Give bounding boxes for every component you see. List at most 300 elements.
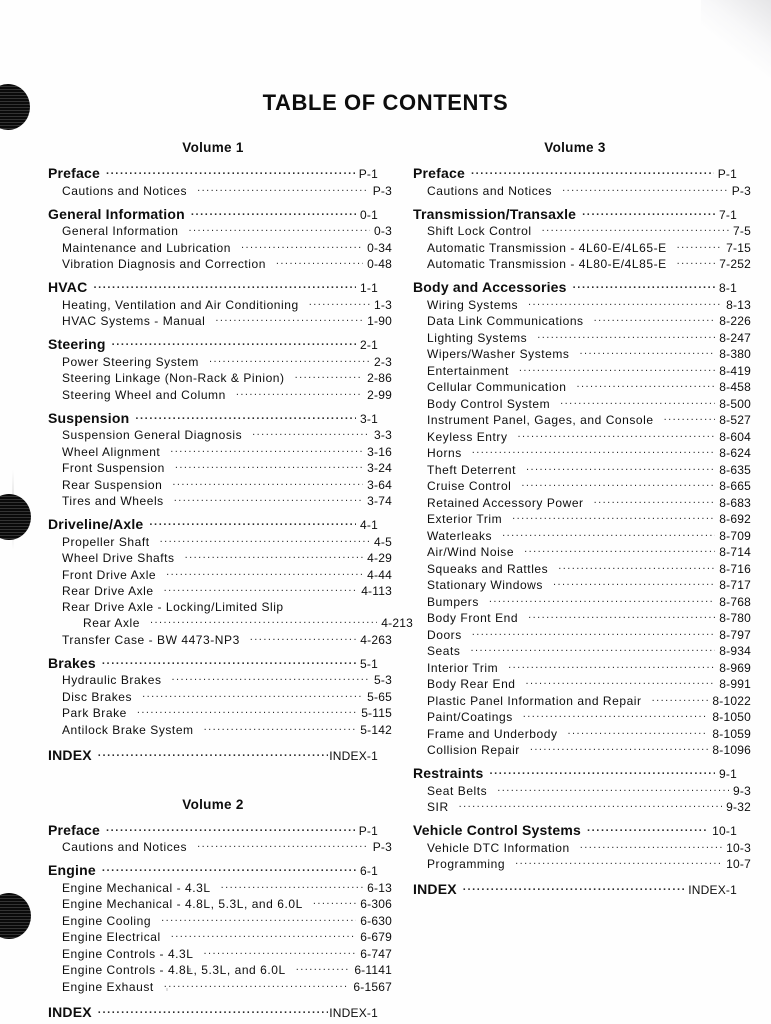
toc-entry-label: Maintenance and Lubrication	[62, 240, 231, 255]
toc-entry-label: Engine Mechanical - 4.3L	[62, 880, 211, 895]
dot-leader	[98, 746, 328, 760]
toc-page-number: 8-500	[719, 396, 751, 411]
toc-page-number: 8-665	[719, 479, 751, 493]
toc-entry-label: Front Drive Axle	[62, 567, 157, 582]
toc-index-row[interactable]	[413, 880, 737, 897]
toc-entry-row[interactable]	[413, 610, 751, 625]
toc-page-number: P-3	[372, 840, 392, 854]
toc-entry-row[interactable]	[48, 444, 392, 459]
toc-entry-row[interactable]	[48, 427, 392, 442]
toc-entry-row[interactable]	[413, 379, 751, 394]
toc-entry-label: Rear Suspension	[62, 477, 163, 492]
toc-page-number: 6-13	[367, 880, 392, 895]
toc-entry-row[interactable]	[413, 495, 751, 510]
toc-entry-row[interactable]	[48, 929, 392, 944]
toc-entry-row[interactable]	[48, 583, 392, 598]
toc-section-row[interactable]	[48, 861, 378, 878]
toc-entry-label: Programming	[427, 857, 506, 871]
toc-entry-label: Seats	[427, 644, 461, 658]
toc-entry-label: Tires and Wheels	[62, 494, 164, 508]
toc-entry-row[interactable]	[413, 256, 751, 271]
toc-entry-label: Cautions and Notices	[427, 183, 553, 198]
dot-leader	[175, 460, 363, 472]
dot-leader	[515, 856, 722, 868]
toc-entry-label: Rear Axle	[83, 616, 140, 630]
toc-entry-row[interactable]	[48, 672, 392, 687]
page-title: TABLE OF CONTENTS	[262, 90, 509, 115]
toc-page-number: 4-44	[367, 567, 392, 582]
dot-leader	[161, 913, 356, 925]
dot-leader	[106, 164, 355, 178]
toc-entry-row[interactable]	[413, 313, 751, 328]
toc-entry-row[interactable]	[48, 313, 392, 328]
toc-entry-row[interactable]	[413, 561, 751, 576]
toc-entry-label: Engine Mechanical - 4.8L, 5.3L, and 6.0L	[62, 897, 303, 911]
toc-page-number: 8-991	[719, 677, 751, 691]
toc-entry-row[interactable]	[413, 429, 751, 444]
dot-leader	[528, 297, 722, 309]
toc-entry-label: Vibration Diagnosis and Correction	[62, 257, 266, 271]
toc-page-number: 8-1	[719, 281, 737, 295]
toc-section-row[interactable]	[48, 654, 378, 671]
toc-entry-label: Antilock Brake System	[62, 722, 194, 737]
toc-page-number: 3-16	[367, 444, 392, 459]
dot-leader	[677, 240, 723, 252]
toc-entry-row[interactable]	[48, 962, 392, 977]
dot-leader	[542, 223, 729, 235]
toc-entry-row[interactable]	[48, 689, 392, 704]
toc-entry-row[interactable]	[48, 979, 392, 994]
toc-entry-row[interactable]	[413, 726, 751, 741]
toc-page-number: 3-74	[367, 494, 392, 508]
toc-page-number: 0-48	[367, 257, 392, 271]
toc-entry-label: Doors	[427, 627, 462, 642]
toc-page-number: 4-113	[361, 584, 392, 598]
toc-entry-row[interactable]	[413, 462, 751, 477]
scan-corner-artifact	[701, 0, 771, 78]
toc-entry-label: Keyless Entry	[427, 429, 508, 444]
toc-entry-label: Propeller Shaft	[62, 534, 150, 549]
toc-entry-row[interactable]	[48, 370, 392, 385]
dot-leader	[236, 387, 363, 399]
toc-entry-label: Bumpers	[427, 594, 479, 609]
toc-page-number: 2-99	[367, 387, 392, 402]
volume-title-volume-1: Volume 1	[182, 140, 244, 155]
toc-section-row[interactable]	[48, 515, 378, 532]
toc-section-label: Preface	[413, 165, 465, 181]
toc-page-number: 8-624	[719, 446, 751, 460]
dot-leader	[135, 409, 356, 423]
toc-entry-row[interactable]	[48, 534, 392, 549]
dot-leader	[470, 643, 715, 655]
toc-page-number: INDEX-1	[688, 883, 737, 897]
toc-section-label: Vehicle Control Systems	[413, 822, 581, 838]
toc-entry-label: SIR	[427, 800, 449, 814]
toc-entry-row[interactable]	[413, 676, 751, 691]
toc-section-row[interactable]	[48, 821, 378, 838]
toc-entry-row[interactable]	[413, 799, 751, 814]
toc-entry-row[interactable]	[413, 783, 751, 798]
toc-entry-label: Transfer Case - BW 4473-NP3	[62, 632, 240, 647]
toc-page-number: P-1	[358, 823, 378, 838]
toc-entry-label: Hydraulic Brakes	[62, 673, 162, 687]
toc-entry-row[interactable]	[48, 567, 392, 582]
toc-page-number: 8-247	[719, 330, 751, 345]
toc-page-number: 1-1	[360, 281, 378, 295]
toc-entry-label: Instrument Panel, Gages, and Console	[427, 413, 654, 427]
dot-leader	[142, 689, 363, 701]
toc-entry-row[interactable]	[48, 256, 392, 271]
toc-entry-label: Retained Accessory Power	[427, 495, 584, 510]
toc-entry-label: Suspension General Diagnosis	[62, 428, 243, 442]
toc-page-number: 0-3	[374, 224, 392, 238]
toc-entry-label: Wheel Alignment	[62, 444, 161, 459]
dot-leader	[594, 495, 716, 507]
toc-page-number: 5-142	[360, 722, 392, 737]
dot-leader	[189, 223, 371, 235]
dot-leader	[160, 534, 370, 546]
toc-column-right	[385, 140, 770, 1020]
toc-entry-label: Waterleaks	[427, 528, 493, 543]
dot-leader	[137, 705, 357, 717]
toc-page-number: 8-380	[719, 347, 751, 361]
toc-page-number: P-3	[731, 183, 751, 198]
toc-entry-label: Interior Trim	[427, 660, 499, 675]
dot-leader	[221, 880, 364, 892]
dot-leader	[537, 330, 715, 342]
dot-leader	[197, 839, 369, 851]
toc-entry-row[interactable]	[413, 840, 751, 855]
toc-section-row[interactable]	[48, 205, 378, 222]
dot-leader	[463, 880, 687, 894]
toc-entry-row[interactable]	[413, 223, 751, 238]
toc-section-label: Restraints	[413, 765, 484, 781]
toc-entry-label: Plastic Panel Information and Repair	[427, 693, 642, 708]
toc-page-number: 8-692	[719, 512, 751, 526]
toc-entry-label: Lighting Systems	[427, 330, 528, 345]
toc-entry-label: Disc Brakes	[62, 689, 133, 704]
dot-leader	[170, 444, 363, 456]
toc-entry-row[interactable]	[48, 240, 392, 255]
toc-entry-row[interactable]	[48, 493, 392, 508]
toc-entry-row[interactable]	[413, 445, 751, 460]
dot-leader	[677, 256, 716, 268]
toc-section-label: HVAC	[48, 279, 88, 295]
toc-page-number: 7-252	[719, 257, 751, 271]
dot-leader	[489, 764, 715, 778]
toc-entry-label: Squeaks and Rattles	[427, 561, 549, 576]
toc-page-number: 2-1	[360, 338, 378, 352]
toc-entry-row[interactable]	[413, 297, 751, 312]
dot-leader	[171, 929, 357, 941]
dot-leader	[471, 164, 714, 178]
toc-entry-row[interactable]	[413, 240, 751, 255]
toc-entry-label: Exterior Trim	[427, 512, 503, 526]
toc-section-row[interactable]	[48, 409, 378, 426]
toc-entry-label: Cautions and Notices	[62, 840, 188, 854]
toc-page-number: P-1	[717, 167, 737, 181]
toc-section-label: Driveline/Axle	[48, 516, 144, 532]
toc-page-number: 6-630	[360, 913, 392, 928]
toc-entry-label: Rear Drive Axle - Locking/Limited Slip	[62, 599, 284, 614]
toc-entry-row[interactable]	[413, 544, 751, 559]
dot-leader	[582, 205, 715, 219]
toc-page-number: 8-716	[719, 561, 751, 576]
toc-section-row[interactable]	[48, 164, 378, 181]
toc-page-number: 8-709	[719, 528, 751, 543]
toc-entry-row[interactable]	[413, 511, 751, 526]
toc-page-number: 5-3	[374, 673, 392, 687]
toc-entry-row[interactable]	[48, 880, 392, 895]
toc-entry-row[interactable]	[413, 627, 751, 642]
volume-title-volume-2: Volume 2	[182, 796, 244, 812]
dot-leader	[524, 544, 715, 556]
toc-entry-label: HVAC Systems - Manual	[62, 314, 206, 328]
toc-entry-row[interactable]	[413, 396, 751, 411]
toc-entry-row[interactable]	[48, 297, 392, 312]
toc-entry-label: Rear Drive Axle	[62, 584, 154, 598]
dot-leader	[521, 478, 715, 490]
toc-entry-label: Data Link Communications	[427, 314, 584, 328]
toc-entry-row[interactable]	[48, 896, 392, 911]
dot-leader	[530, 742, 709, 754]
toc-entry-row[interactable]	[48, 387, 392, 402]
dot-leader	[576, 379, 715, 391]
toc-entry-label: Cautions and Notices	[62, 183, 188, 198]
toc-page-number: 4-263	[360, 632, 392, 647]
dot-leader	[185, 550, 364, 562]
toc-page-number: 8-797	[719, 627, 751, 642]
toc-page-number: 8-1059	[712, 726, 751, 741]
toc-entry-label: Shift Lock Control	[427, 224, 532, 238]
toc-page-number: 6-1567	[353, 979, 392, 994]
toc-entry-label: Front Suspension	[62, 461, 165, 475]
toc-section-row[interactable]	[413, 764, 737, 781]
toc-entry-row[interactable]	[413, 528, 751, 543]
toc-page-number: 6-1141	[354, 963, 392, 977]
toc-entry-label: Entertainment	[427, 363, 509, 378]
toc-page-number: 8-13	[726, 297, 751, 312]
toc-entry-row[interactable]	[413, 856, 751, 871]
dot-leader	[215, 313, 363, 325]
toc-section-label: INDEX	[413, 881, 457, 897]
dot-leader	[472, 627, 716, 639]
toc-entry-label: Engine Electrical	[62, 930, 161, 944]
toc-page-number: 0-1	[360, 207, 378, 222]
toc-page-number: 8-969	[719, 660, 751, 675]
toc-entry-row[interactable]	[48, 946, 392, 961]
dot-leader	[568, 726, 709, 738]
toc-section-row[interactable]	[48, 335, 378, 352]
toc-page-number: 5-1	[360, 656, 378, 671]
dot-leader	[191, 205, 356, 219]
toc-entry-label: Wheel Drive Shafts	[62, 551, 175, 565]
dot-leader	[518, 429, 716, 441]
toc-entry-row[interactable]	[48, 913, 392, 928]
dot-leader	[508, 660, 715, 672]
dot-leader	[166, 567, 363, 579]
toc-entry-label: Engine Controls - 4.3L	[62, 946, 194, 961]
dot-leader	[652, 693, 709, 705]
toc-entry-label: Engine Cooling	[62, 913, 152, 928]
dot-leader	[197, 183, 369, 195]
toc-entry-label: Body Front End	[427, 611, 519, 625]
dot-leader	[587, 821, 708, 835]
toc-columns	[0, 140, 771, 1020]
toc-index-row[interactable]	[48, 1003, 378, 1020]
dot-leader	[497, 783, 729, 795]
toc-entry-label: Seat Belts	[427, 783, 488, 798]
toc-entry-label: Cellular Communication	[427, 380, 567, 394]
dot-leader	[562, 183, 728, 195]
toc-page-number: 5-115	[361, 706, 392, 720]
toc-page-number: 9-3	[733, 783, 751, 798]
toc-section-row[interactable]	[413, 205, 737, 222]
toc-entry-label: Collision Repair	[427, 743, 520, 757]
toc-entry-label: Vehicle DTC Information	[427, 840, 570, 855]
dot-leader	[558, 561, 715, 573]
toc-entry-row[interactable]	[48, 460, 392, 475]
toc-entry-row[interactable]	[413, 330, 751, 345]
toc-page-number: 8-1050	[712, 710, 751, 724]
toc-page-number: P-1	[358, 167, 378, 181]
toc-entry-row[interactable]	[48, 600, 392, 614]
toc-page-number: 2-86	[367, 371, 392, 385]
toc-entry-row[interactable]	[48, 839, 392, 854]
toc-page-number: 8-604	[719, 429, 751, 444]
dot-leader	[250, 632, 357, 644]
toc-entry-label: Steering Linkage (Non-Rack & Pinion)	[62, 371, 285, 385]
toc-entry-label: Paint/Coatings	[427, 710, 513, 724]
dot-leader	[149, 515, 356, 529]
toc-entry-row[interactable]	[48, 632, 392, 647]
dot-leader	[98, 1003, 328, 1017]
toc-section-row[interactable]	[413, 164, 737, 181]
toc-entry-row[interactable]	[413, 577, 751, 592]
toc-page-number: 10-3	[726, 840, 751, 855]
toc-entry-label: Power Steering System	[62, 354, 199, 369]
toc-entry-row[interactable]	[413, 183, 751, 198]
toc-page-number: 9-32	[726, 800, 751, 814]
toc-index-row[interactable]	[48, 746, 378, 763]
toc-section-label: Steering	[48, 336, 106, 352]
toc-entry-row[interactable]	[48, 354, 392, 369]
toc-entry-label: Engine Controls - 4.8L, 5.3L, and 6.0L	[62, 963, 286, 977]
toc-page-number: 6-306	[360, 897, 392, 911]
toc-column-left	[0, 140, 413, 1020]
toc-page-number: 8-527	[719, 413, 751, 427]
toc-page-number: 8-780	[719, 611, 751, 625]
toc-page-number: 10-1	[712, 824, 737, 838]
toc-page-number: 9-1	[719, 767, 737, 781]
dot-leader	[519, 363, 715, 375]
toc-section-label: Preface	[48, 821, 100, 838]
toc-entry-label: Automatic Transmission - 4L80-E/4L85-E	[427, 257, 667, 271]
toc-entry-row[interactable]	[413, 363, 751, 378]
toc-section-label: Suspension	[48, 409, 130, 426]
dot-leader	[580, 840, 722, 852]
dot-leader	[528, 610, 715, 622]
dot-leader	[204, 946, 357, 958]
toc-entry-row[interactable]	[413, 660, 751, 675]
toc-entry-row[interactable]	[48, 223, 392, 238]
toc-section-label: Transmission/Transaxle	[413, 205, 577, 222]
toc-entry-row[interactable]	[413, 412, 751, 427]
toc-page-number: 7-15	[726, 240, 751, 255]
toc-entry-row[interactable]	[48, 705, 392, 720]
toc-entry-row[interactable]	[413, 742, 751, 757]
toc-section-label: INDEX	[48, 746, 92, 763]
toc-entry-row[interactable]	[413, 709, 751, 724]
dot-leader	[553, 577, 715, 589]
toc-entry-label: Park Brake	[62, 706, 127, 720]
toc-page-number: 8-934	[719, 644, 751, 658]
dot-leader	[579, 346, 715, 358]
toc-section-row[interactable]	[413, 278, 737, 295]
dot-leader	[102, 654, 356, 668]
toc-entry-row[interactable]	[413, 478, 751, 493]
toc-page-number: 7-5	[733, 224, 751, 238]
toc-page-number: INDEX-1	[329, 748, 378, 763]
toc-entry-label: Body Control System	[427, 396, 551, 411]
toc-section-row[interactable]	[48, 278, 378, 295]
toc-section-label: Preface	[48, 165, 100, 181]
dot-leader	[526, 676, 716, 688]
toc-page-number: 8-768	[719, 594, 751, 609]
toc-page-number: 1-3	[374, 297, 392, 312]
dot-leader	[512, 511, 715, 523]
toc-entry-label: Wipers/Washer Systems	[427, 347, 570, 361]
toc-entry-label: Body Rear End	[427, 677, 516, 691]
dot-leader	[172, 477, 363, 489]
toc-entry-row[interactable]	[48, 550, 392, 565]
toc-page-number: 6-679	[360, 930, 392, 944]
toc-entry-row[interactable]	[48, 722, 392, 737]
dot-leader	[502, 528, 715, 540]
toc-section-label: Body and Accessories	[413, 279, 567, 295]
dot-leader	[150, 615, 377, 627]
dot-leader	[560, 396, 715, 408]
toc-entry-row[interactable]	[48, 615, 413, 630]
toc-entry-label: Engine Exhaust	[62, 979, 154, 994]
toc-entry-label: Theft Deterrent	[427, 462, 516, 477]
toc-entry-label: Frame and Underbody	[427, 726, 558, 741]
toc-page-number: 3-24	[367, 461, 392, 475]
toc-entry-label: Heating, Ventilation and Air Conditioning	[62, 297, 299, 312]
dot-leader	[523, 709, 709, 721]
dot-leader	[296, 962, 351, 974]
toc-page-number: 5-65	[367, 689, 392, 704]
toc-entry-row[interactable]	[48, 183, 392, 198]
dot-leader	[209, 354, 370, 366]
toc-entry-row[interactable]	[48, 477, 392, 492]
dot-leader	[164, 583, 358, 595]
toc-entry-label: Air/Wind Noise	[427, 545, 515, 559]
toc-page-number: 4-5	[374, 534, 392, 549]
toc-page-number: P-3	[372, 183, 392, 198]
dot-leader	[174, 493, 363, 505]
toc-entry-row[interactable]	[413, 594, 751, 609]
toc-page-number: 8-635	[719, 462, 751, 477]
dot-leader	[664, 412, 716, 424]
toc-section-row[interactable]	[413, 821, 737, 838]
dot-leader	[313, 896, 356, 908]
toc-entry-label: Steering Wheel and Column	[62, 387, 226, 402]
toc-page-number: 3-1	[360, 411, 378, 426]
toc-entry-row[interactable]	[413, 693, 751, 708]
toc-entry-row[interactable]	[413, 346, 751, 361]
toc-entry-row[interactable]	[413, 643, 751, 658]
